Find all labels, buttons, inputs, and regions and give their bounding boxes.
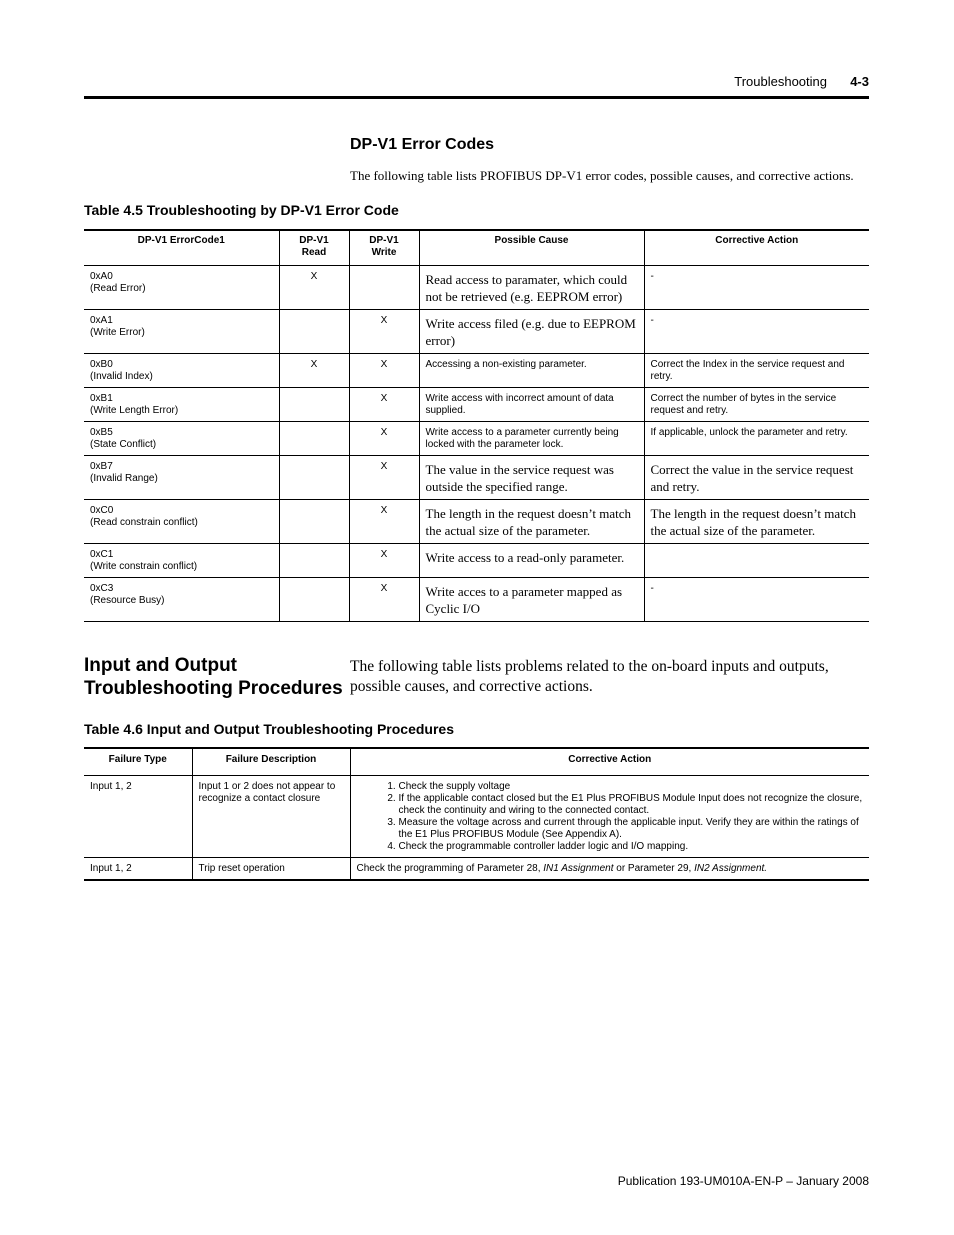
read-flag: X xyxy=(279,354,349,388)
write-flag: X xyxy=(349,354,419,388)
corrective-action: Correct the value in the service request and retry. xyxy=(644,456,869,500)
table-row xyxy=(84,858,869,881)
corrective-action: - xyxy=(644,310,869,354)
corrective-action: The length in the request doesn’t match the actual size of the parameter. xyxy=(644,500,869,544)
error-code: 0xA0 xyxy=(90,271,113,282)
write-flag: X xyxy=(349,500,419,544)
header-rule xyxy=(84,96,869,99)
error-code-cell xyxy=(84,422,279,456)
read-flag xyxy=(279,388,349,422)
error-name: (State Conflict) xyxy=(90,439,157,450)
error-code-cell xyxy=(84,500,279,544)
corrective-action xyxy=(644,544,869,578)
table-row xyxy=(84,544,869,578)
page-header xyxy=(84,74,869,94)
write-flag: X xyxy=(349,310,419,354)
possible-cause: The value in the service request was outside the specified range. xyxy=(419,456,644,500)
write-flag: X xyxy=(349,388,419,422)
step-3: 3. Measure the voltage across and current through the applicable input. Verify they are within the ratings of the E1 Plus PROFIBUS Module (See Appendix A). xyxy=(399,817,864,841)
error-name: (Invalid Index) xyxy=(90,371,153,382)
write-flag: X xyxy=(349,456,419,500)
table-row xyxy=(84,266,869,310)
table-header-row xyxy=(84,748,869,776)
io-heading-line2: Troubleshooting Procedures xyxy=(84,678,343,699)
possible-cause: Read access to paramater, which could not be retrieved (e.g. EEPROM error) xyxy=(419,266,644,310)
error-code-cell xyxy=(84,310,279,354)
error-code: 0xC0 xyxy=(90,505,114,516)
read-flag xyxy=(279,578,349,622)
publication-footer: Publication 193-UM010A-EN-P – January 2008 xyxy=(617,1174,869,1188)
error-code: 0xC3 xyxy=(90,583,114,594)
error-code-cell xyxy=(84,456,279,500)
table-4-6-caption: Table 4.6 Input and Output Troubleshooting Procedures xyxy=(84,721,454,737)
read-flag xyxy=(279,422,349,456)
corrective-action: - xyxy=(644,266,869,310)
corrective-action: Correct the number of bytes in the service request and retry. xyxy=(644,388,869,422)
error-name: (Write Length Error) xyxy=(90,405,179,416)
table-header-row xyxy=(84,230,869,266)
header-section-title: Troubleshooting xyxy=(734,74,827,89)
table-row xyxy=(84,422,869,456)
table-row xyxy=(84,578,869,622)
error-name: (Resource Busy) xyxy=(90,595,165,606)
action-text-mid: or Parameter 29, xyxy=(613,863,695,874)
error-code: 0xA1 xyxy=(90,315,113,326)
col-failure-description: Failure Description xyxy=(192,748,350,776)
corrective-action xyxy=(350,776,869,858)
failure-description: Input 1 or 2 does not appear to recognize a contact closure xyxy=(192,776,350,858)
table-4-5-caption: Table 4.5 Troubleshooting by DP-V1 Error Code xyxy=(84,202,399,218)
error-name: (Invalid Range) xyxy=(90,473,158,484)
error-name: (Write Error) xyxy=(90,327,145,338)
col-error-code: DP-V1 ErrorCode1 xyxy=(84,230,279,266)
dpv1-intro: The following table lists PROFIBUS DP-V1 error codes, possible causes, and corrective actions. xyxy=(350,168,854,183)
table-row xyxy=(84,310,869,354)
param-29-name: IN2 Assignment. xyxy=(694,863,768,874)
possible-cause: Write access with incorrect amount of data supplied. xyxy=(419,388,644,422)
error-code-cell xyxy=(84,354,279,388)
corrective-steps xyxy=(357,781,864,853)
error-code: 0xB7 xyxy=(90,461,113,472)
error-code-cell xyxy=(84,578,279,622)
io-heading-line1: Input and Output xyxy=(84,655,238,676)
failure-description: Trip reset operation xyxy=(192,858,350,881)
error-code: 0xC1 xyxy=(90,549,114,560)
col-possible-cause: Possible Cause xyxy=(419,230,644,266)
failure-type: Input 1, 2 xyxy=(84,858,192,881)
action-text: Check the programming of Parameter 28, xyxy=(356,863,544,874)
table-row xyxy=(84,456,869,500)
corrective-action: If applicable, unlock the parameter and retry. xyxy=(644,422,869,456)
read-flag xyxy=(279,456,349,500)
col-read: DP-V1 Read xyxy=(279,230,349,266)
possible-cause: Write acces to a parameter mapped as Cyclic I/O xyxy=(419,578,644,622)
error-name: (Read constrain conflict) xyxy=(90,517,198,528)
read-flag: X xyxy=(279,266,349,310)
col-failure-type: Failure Type xyxy=(84,748,192,776)
col-write: DP-V1 Write xyxy=(349,230,419,266)
io-troubleshooting-table xyxy=(84,747,869,881)
write-flag: X xyxy=(349,544,419,578)
error-code-cell xyxy=(84,544,279,578)
step-1: 1. Check the supply voltage xyxy=(399,781,864,793)
possible-cause: Write access to a read-only parameter. xyxy=(419,544,644,578)
error-code: 0xB0 xyxy=(90,359,113,370)
failure-type: Input 1, 2 xyxy=(84,776,192,858)
dpv1-heading: DP-V1 Error Codes xyxy=(350,136,495,153)
param-28-name: IN1 Assignment xyxy=(543,863,614,874)
io-intro: The following table lists problems related to the on-board inputs and outputs, possible causes, and corrective actions. xyxy=(350,658,829,695)
dpv1-error-table xyxy=(84,229,869,622)
table-row xyxy=(84,388,869,422)
step-4: 4. Check the programmable controller ladder logic and I/O mapping. xyxy=(399,841,864,853)
write-flag: X xyxy=(349,578,419,622)
error-code-cell xyxy=(84,388,279,422)
write-flag xyxy=(349,266,419,310)
table-row xyxy=(84,776,869,858)
write-flag: X xyxy=(349,422,419,456)
corrective-action: - xyxy=(644,578,869,622)
possible-cause: Write access filed (e.g. due to EEPROM error) xyxy=(419,310,644,354)
error-code-cell xyxy=(84,266,279,310)
col-corrective-action: Corrective Action xyxy=(644,230,869,266)
error-code: 0xB5 xyxy=(90,427,113,438)
possible-cause: Write access to a parameter currently being locked with the parameter lock. xyxy=(419,422,644,456)
step-2: 2. If the applicable contact closed but the E1 Plus PROFIBUS Module Input does not recognize the closure, check the continuity and wiring to the connected contact. xyxy=(399,793,864,817)
corrective-action: Correct the Index in the service request and retry. xyxy=(644,354,869,388)
table-row xyxy=(84,500,869,544)
col-io-corrective-action: Corrective Action xyxy=(350,748,869,776)
error-name: (Write constrain conflict) xyxy=(90,561,198,572)
table-row xyxy=(84,354,869,388)
possible-cause: The length in the request doesn’t match the actual size of the parameter. xyxy=(419,500,644,544)
read-flag xyxy=(279,310,349,354)
header-page-number: 4-3 xyxy=(850,74,869,89)
possible-cause: Accessing a non-existing parameter. xyxy=(419,354,644,388)
error-name: (Read Error) xyxy=(90,283,146,294)
corrective-action xyxy=(350,858,869,881)
io-heading xyxy=(84,654,343,700)
read-flag xyxy=(279,544,349,578)
read-flag xyxy=(279,500,349,544)
error-code: 0xB1 xyxy=(90,393,113,404)
